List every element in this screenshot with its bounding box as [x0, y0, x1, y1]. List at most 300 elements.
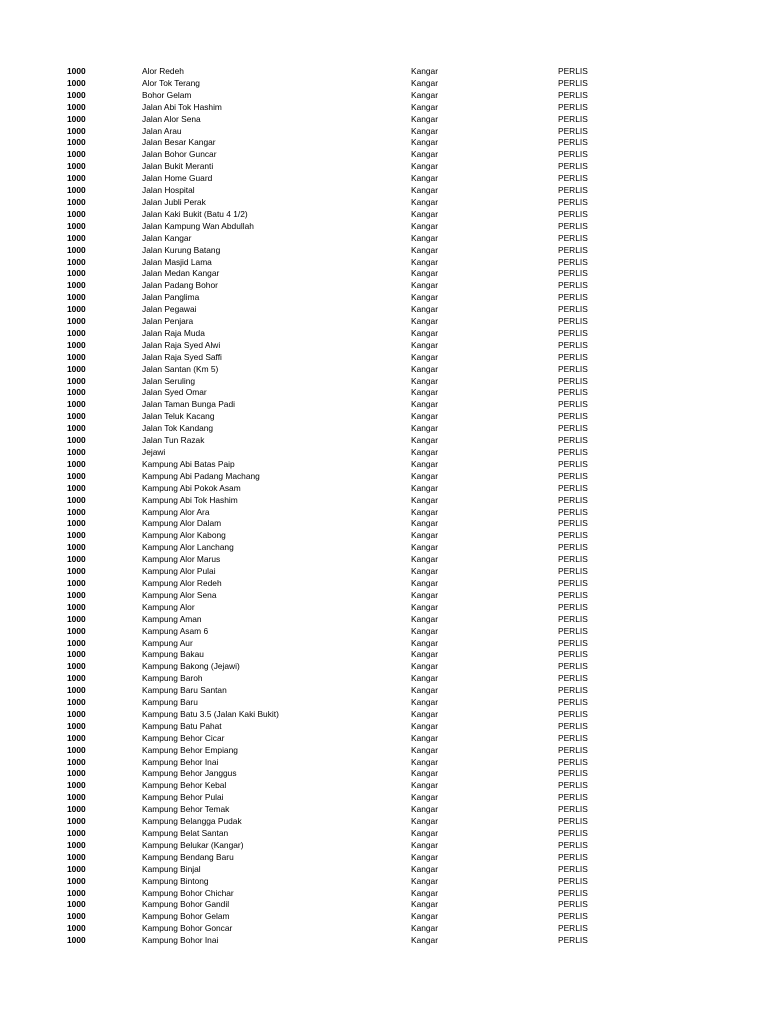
location-cell: Bohor Gelam — [142, 89, 192, 100]
state-cell: PERLIS — [558, 816, 588, 827]
post-office-cell: Kangar — [411, 327, 439, 338]
state-cell: PERLIS — [558, 720, 588, 731]
postcode-cell: 1000 — [67, 625, 86, 636]
table-row — [0, 590, 768, 602]
location-cell: Kampung Binjal — [142, 863, 201, 874]
postcode-cell: 1000 — [67, 423, 86, 434]
table-row — [0, 399, 768, 411]
table-row — [0, 828, 768, 840]
table-row — [0, 685, 768, 697]
post-office-cell: Kangar — [411, 554, 439, 565]
state-cell: PERLIS — [558, 137, 588, 148]
location-cell: Jalan Pegawai — [142, 304, 197, 315]
location-cell: Jalan Arau — [142, 125, 182, 136]
location-cell: Kampung Abi Batas Paip — [142, 458, 235, 469]
post-office-cell: Kangar — [411, 613, 439, 624]
location-cell: Kampung Alor Lanchang — [142, 542, 234, 553]
postcode-cell: 1000 — [67, 173, 86, 184]
state-cell: PERLIS — [558, 589, 588, 600]
table-row — [0, 578, 768, 590]
post-office-cell: Kangar — [411, 649, 439, 660]
state-cell: PERLIS — [558, 149, 588, 160]
post-office-cell: Kangar — [411, 137, 439, 148]
state-cell: PERLIS — [558, 363, 588, 374]
post-office-cell: Kangar — [411, 113, 439, 124]
table-row — [0, 935, 768, 947]
post-office-cell: Kangar — [411, 899, 439, 910]
state-cell: PERLIS — [558, 232, 588, 243]
location-cell: Alor Tok Terang — [142, 77, 200, 88]
post-office-cell: Kangar — [411, 435, 439, 446]
postcode-cell: 1000 — [67, 458, 86, 469]
location-cell: Kampung Baroh — [142, 673, 203, 684]
post-office-cell: Kangar — [411, 720, 439, 731]
table-row — [0, 852, 768, 864]
table-row — [0, 745, 768, 757]
state-cell: PERLIS — [558, 899, 588, 910]
postcode-cell: 1000 — [67, 196, 86, 207]
postcode-cell: 1000 — [67, 780, 86, 791]
postcode-cell: 1000 — [67, 542, 86, 553]
location-cell: Kampung Batu 3.5 (Jalan Kaki Bukit) — [142, 708, 279, 719]
table-row — [0, 268, 768, 280]
post-office-cell: Kangar — [411, 518, 439, 529]
postcode-cell: 1000 — [67, 256, 86, 267]
state-cell: PERLIS — [558, 435, 588, 446]
postcode-cell: 1000 — [67, 363, 86, 374]
state-cell: PERLIS — [558, 316, 588, 327]
location-cell: Kampung Alor Kabong — [142, 530, 226, 541]
location-cell: Kampung Bohor Gelam — [142, 911, 230, 922]
post-office-cell: Kangar — [411, 601, 439, 612]
table-row — [0, 816, 768, 828]
state-cell: PERLIS — [558, 601, 588, 612]
table-row — [0, 102, 768, 114]
state-cell: PERLIS — [558, 828, 588, 838]
post-office-cell: Kangar — [411, 399, 439, 410]
state-cell: PERLIS — [558, 887, 588, 898]
postcode-cell: 1000 — [67, 399, 86, 410]
state-cell: PERLIS — [558, 566, 588, 577]
location-cell: Jejawi — [142, 447, 166, 457]
table-row — [0, 602, 768, 614]
location-cell: Jalan Besar Kangar — [142, 137, 216, 148]
location-cell: Kampung Baru — [142, 697, 198, 708]
state-cell: PERLIS — [558, 482, 588, 493]
post-office-cell: Kangar — [411, 339, 439, 350]
table-row — [0, 376, 768, 388]
postcode-cell: 1000 — [67, 292, 86, 303]
state-cell: PERLIS — [558, 911, 588, 922]
location-cell: Jalan Abi Tok Hashim — [142, 101, 222, 112]
state-cell: PERLIS — [558, 661, 588, 672]
postcode-cell: 1000 — [67, 792, 86, 803]
location-cell: Kampung Alor Redeh — [142, 577, 222, 588]
table-row — [0, 435, 768, 447]
postcode-cell: 1000 — [67, 839, 86, 850]
postcode-cell: 1000 — [67, 566, 86, 577]
location-cell: Kampung Aman — [142, 613, 202, 624]
location-cell: Jalan Bukit Meranti — [142, 161, 214, 172]
state-cell: PERLIS — [558, 768, 588, 779]
state-cell: PERLIS — [558, 339, 588, 350]
post-office-cell: Kangar — [411, 256, 439, 267]
table-row — [0, 411, 768, 423]
table-row — [0, 292, 768, 304]
state-cell: PERLIS — [558, 304, 588, 315]
table-row — [0, 780, 768, 792]
location-cell: Kampung Aur — [142, 637, 193, 648]
table-row — [0, 471, 768, 483]
post-office-cell: Kangar — [411, 708, 439, 719]
table-row — [0, 542, 768, 554]
table-row — [0, 316, 768, 328]
state-cell: PERLIS — [558, 542, 588, 553]
table-row — [0, 661, 768, 673]
postcode-cell: 1000 — [67, 756, 86, 767]
postcode-cell: 1000 — [67, 351, 86, 362]
location-cell: Kampung Baru Santan — [142, 685, 227, 696]
postcode-cell: 1000 — [67, 244, 86, 255]
table-row — [0, 495, 768, 507]
postcode-cell: 1000 — [67, 577, 86, 588]
postcode-cell: 1000 — [67, 125, 86, 136]
postcode-cell: 1000 — [67, 268, 86, 279]
state-cell: PERLIS — [558, 268, 588, 279]
post-office-cell: Kangar — [411, 458, 439, 469]
post-office-cell: Kangar — [411, 566, 439, 577]
location-cell: Jalan Padang Bohor — [142, 280, 218, 291]
location-cell: Jalan Hospital — [142, 185, 195, 196]
state-cell: PERLIS — [558, 327, 588, 338]
state-cell: PERLIS — [558, 185, 588, 196]
postcode-cell: 1000 — [67, 851, 86, 862]
postcode-cell: 1000 — [67, 66, 86, 76]
postcode-cell: 1000 — [67, 77, 86, 88]
postcode-cell: 1000 — [67, 554, 86, 565]
table-row — [0, 709, 768, 721]
state-cell: PERLIS — [558, 923, 588, 934]
location-cell: Kampung Behor Kebal — [142, 780, 227, 791]
postcode-cell: 1000 — [67, 161, 86, 172]
post-office-cell: Kangar — [411, 423, 439, 434]
post-office-cell: Kangar — [411, 494, 439, 505]
table-row — [0, 126, 768, 138]
location-cell: Kampung Belangga Pudak — [142, 816, 242, 827]
postcode-cell: 1000 — [67, 887, 86, 898]
state-cell: PERLIS — [558, 208, 588, 219]
postcode-cell: 1000 — [67, 589, 86, 600]
location-cell: Jalan Syed Omar — [142, 387, 207, 398]
post-office-cell: Kangar — [411, 375, 439, 386]
location-cell: Jalan Masjid Lama — [142, 256, 212, 267]
post-office-cell: Kangar — [411, 732, 439, 743]
location-cell: Jalan Kangar — [142, 232, 192, 243]
postcode-cell: 1000 — [67, 863, 86, 874]
post-office-cell: Kangar — [411, 482, 439, 493]
post-office-cell: Kangar — [411, 661, 439, 672]
state-cell: PERLIS — [558, 458, 588, 469]
postcode-cell: 1000 — [67, 375, 86, 386]
post-office-cell: Kangar — [411, 780, 439, 791]
table-row — [0, 697, 768, 709]
postcode-cell: 1000 — [67, 816, 86, 827]
state-cell: PERLIS — [558, 173, 588, 184]
state-cell: PERLIS — [558, 732, 588, 743]
location-cell: Kampung Abi Pokok Asam — [142, 482, 241, 493]
location-cell: Jalan Raja Muda — [142, 327, 205, 338]
location-cell: Kampung Abi Padang Machang — [142, 470, 260, 481]
postcode-cell: 1000 — [67, 327, 86, 338]
post-office-cell: Kangar — [411, 316, 439, 327]
table-row — [0, 233, 768, 245]
state-cell: PERLIS — [558, 375, 588, 386]
table-row — [0, 864, 768, 876]
location-cell: Kampung Bakau — [142, 649, 204, 660]
location-cell: Kampung Alor Dalam — [142, 518, 222, 529]
location-cell: Kampung Bakong (Jejawi) — [142, 661, 240, 672]
location-cell: Jalan Penjara — [142, 316, 194, 327]
post-office-cell: Kangar — [411, 577, 439, 588]
location-cell: Jalan Santan (Km 5) — [142, 363, 219, 374]
postcode-cell: 1000 — [67, 339, 86, 350]
location-cell: Kampung Abi Tok Hashim — [142, 494, 238, 505]
postcode-cell: 1000 — [67, 613, 86, 624]
postcode-cell: 1000 — [67, 220, 86, 231]
location-cell: Kampung Behor Janggus — [142, 768, 237, 779]
post-office-cell: Kangar — [411, 804, 439, 815]
table-row — [0, 876, 768, 888]
postcode-cell: 1000 — [67, 89, 86, 100]
state-cell: PERLIS — [558, 292, 588, 303]
location-cell: Jalan Teluk Kacang — [142, 411, 215, 422]
state-cell: PERLIS — [558, 399, 588, 410]
post-office-cell: Kangar — [411, 589, 439, 600]
postcode-cell: 1000 — [67, 911, 86, 922]
postcode-table — [0, 66, 768, 947]
state-cell: PERLIS — [558, 423, 588, 434]
postcode-cell: 1000 — [67, 923, 86, 934]
post-office-cell: Kangar — [411, 66, 439, 76]
post-office-cell: Kangar — [411, 923, 439, 934]
postcode-cell: 1000 — [67, 661, 86, 672]
table-row — [0, 66, 768, 78]
postcode-cell: 1000 — [67, 768, 86, 779]
location-cell: Jalan Home Guard — [142, 173, 213, 184]
post-office-cell: Kangar — [411, 304, 439, 315]
state-cell: PERLIS — [558, 470, 588, 481]
post-office-cell: Kangar — [411, 625, 439, 636]
table-row — [0, 638, 768, 650]
table-row — [0, 888, 768, 900]
location-cell: Jalan Raja Syed Saffi — [142, 351, 222, 362]
postcode-cell: 1000 — [67, 744, 86, 755]
table-row — [0, 530, 768, 542]
state-cell: PERLIS — [558, 89, 588, 100]
location-cell: Jalan Kaki Bukit (Batu 4 1/2) — [142, 208, 248, 219]
post-office-cell: Kangar — [411, 863, 439, 874]
table-row — [0, 673, 768, 685]
state-cell: PERLIS — [558, 494, 588, 505]
post-office-cell: Kangar — [411, 101, 439, 112]
table-row — [0, 768, 768, 780]
state-cell: PERLIS — [558, 196, 588, 207]
location-cell: Kampung Bendang Baru — [142, 851, 234, 862]
location-cell: Kampung Alor Ara — [142, 506, 210, 517]
location-cell: Kampung Bintong — [142, 875, 209, 886]
table-row — [0, 387, 768, 399]
table-row — [0, 649, 768, 661]
state-cell: PERLIS — [558, 649, 588, 660]
state-cell: PERLIS — [558, 613, 588, 624]
location-cell: Kampung Behor Inai — [142, 756, 219, 767]
post-office-cell: Kangar — [411, 196, 439, 207]
postcode-cell: 1000 — [67, 601, 86, 612]
post-office-cell: Kangar — [411, 470, 439, 481]
location-cell: Jalan Tun Razak — [142, 435, 205, 446]
postcode-cell: 1000 — [67, 494, 86, 505]
table-row — [0, 78, 768, 90]
post-office-cell: Kangar — [411, 685, 439, 696]
table-row — [0, 614, 768, 626]
location-cell: Kampung Belukar (Kangar) — [142, 839, 244, 850]
location-cell: Kampung Bohor Goncar — [142, 923, 233, 934]
location-cell: Kampung Behor Empiang — [142, 744, 238, 755]
postcode-cell: 1000 — [67, 387, 86, 398]
state-cell: PERLIS — [558, 625, 588, 636]
table-row — [0, 757, 768, 769]
location-cell: Jalan Panglima — [142, 292, 200, 303]
table-row — [0, 114, 768, 126]
table-row — [0, 792, 768, 804]
table-row — [0, 161, 768, 173]
post-office-cell: Kangar — [411, 161, 439, 172]
location-cell: Jalan Seruling — [142, 375, 196, 386]
postcode-cell: 1000 — [67, 101, 86, 112]
table-row — [0, 137, 768, 149]
postcode-cell: 1000 — [67, 875, 86, 886]
location-cell: Kampung Asam 6 — [142, 625, 209, 636]
table-row — [0, 626, 768, 638]
postcode-cell: 1000 — [67, 435, 86, 446]
state-cell: PERLIS — [558, 577, 588, 588]
state-cell: PERLIS — [558, 792, 588, 803]
state-cell: PERLIS — [558, 518, 588, 529]
state-cell: PERLIS — [558, 101, 588, 112]
post-office-cell: Kangar — [411, 768, 439, 779]
table-row — [0, 899, 768, 911]
post-office-cell: Kangar — [411, 673, 439, 684]
table-row — [0, 840, 768, 852]
table-row — [0, 911, 768, 923]
postcode-cell: 1000 — [67, 720, 86, 731]
state-cell: PERLIS — [558, 935, 588, 946]
state-cell: PERLIS — [558, 447, 588, 457]
post-office-cell: Kangar — [411, 185, 439, 196]
table-row — [0, 245, 768, 257]
post-office-cell: Kangar — [411, 89, 439, 100]
table-row — [0, 423, 768, 435]
post-office-cell: Kangar — [411, 887, 439, 898]
state-cell: PERLIS — [558, 697, 588, 708]
location-cell: Alor Redeh — [142, 66, 184, 76]
table-row — [0, 447, 768, 459]
postcode-cell: 1000 — [67, 185, 86, 196]
table-row — [0, 566, 768, 578]
table-row — [0, 173, 768, 185]
location-cell: Jalan Bohor Guncar — [142, 149, 217, 160]
post-office-cell: Kangar — [411, 125, 439, 136]
location-cell: Jalan Alor Sena — [142, 113, 201, 124]
post-office-cell: Kangar — [411, 447, 439, 457]
post-office-cell: Kangar — [411, 792, 439, 803]
post-office-cell: Kangar — [411, 542, 439, 553]
table-row — [0, 197, 768, 209]
postcode-cell: 1000 — [67, 208, 86, 219]
post-office-cell: Kangar — [411, 244, 439, 255]
postcode-cell: 1000 — [67, 316, 86, 327]
postcode-cell: 1000 — [67, 149, 86, 160]
post-office-cell: Kangar — [411, 530, 439, 541]
postcode-cell: 1000 — [67, 637, 86, 648]
postcode-cell: 1000 — [67, 482, 86, 493]
postcode-cell: 1000 — [67, 530, 86, 541]
state-cell: PERLIS — [558, 256, 588, 267]
state-cell: PERLIS — [558, 351, 588, 362]
location-cell: Jalan Tok Kandang — [142, 423, 214, 434]
table-row — [0, 483, 768, 495]
post-office-cell: Kangar — [411, 506, 439, 517]
post-office-cell: Kangar — [411, 839, 439, 850]
postcode-cell: 1000 — [67, 447, 86, 457]
postcode-cell: 1000 — [67, 506, 86, 517]
state-cell: PERLIS — [558, 77, 588, 88]
location-cell: Kampung Alor Sena — [142, 589, 217, 600]
post-office-cell: Kangar — [411, 232, 439, 243]
state-cell: PERLIS — [558, 839, 588, 850]
postcode-cell: 1000 — [67, 649, 86, 660]
state-cell: PERLIS — [558, 851, 588, 862]
state-cell: PERLIS — [558, 756, 588, 767]
location-cell: Jalan Raja Syed Alwi — [142, 339, 221, 350]
table-row — [0, 280, 768, 292]
location-cell: Jalan Kampung Wan Abdullah — [142, 220, 254, 231]
state-cell: PERLIS — [558, 411, 588, 422]
state-cell: PERLIS — [558, 804, 588, 815]
table-row — [0, 804, 768, 816]
table-row — [0, 185, 768, 197]
postcode-cell: 1000 — [67, 304, 86, 315]
location-cell: Kampung Alor Pulai — [142, 566, 216, 577]
location-cell: Kampung Bohor Inai — [142, 935, 219, 946]
postcode-cell: 1000 — [67, 685, 86, 696]
table-row — [0, 518, 768, 530]
postcode-cell: 1000 — [67, 697, 86, 708]
postcode-cell: 1000 — [67, 113, 86, 124]
postcode-cell: 1000 — [67, 732, 86, 743]
postcode-cell: 1000 — [67, 673, 86, 684]
post-office-cell: Kangar — [411, 268, 439, 279]
post-office-cell: Kangar — [411, 173, 439, 184]
state-cell: PERLIS — [558, 685, 588, 696]
table-row — [0, 257, 768, 269]
table-row — [0, 90, 768, 102]
post-office-cell: Kangar — [411, 387, 439, 398]
post-office-cell: Kangar — [411, 351, 439, 362]
post-office-cell: Kangar — [411, 637, 439, 648]
post-office-cell: Kangar — [411, 828, 439, 838]
location-cell: Kampung Behor Cicar — [142, 732, 225, 743]
